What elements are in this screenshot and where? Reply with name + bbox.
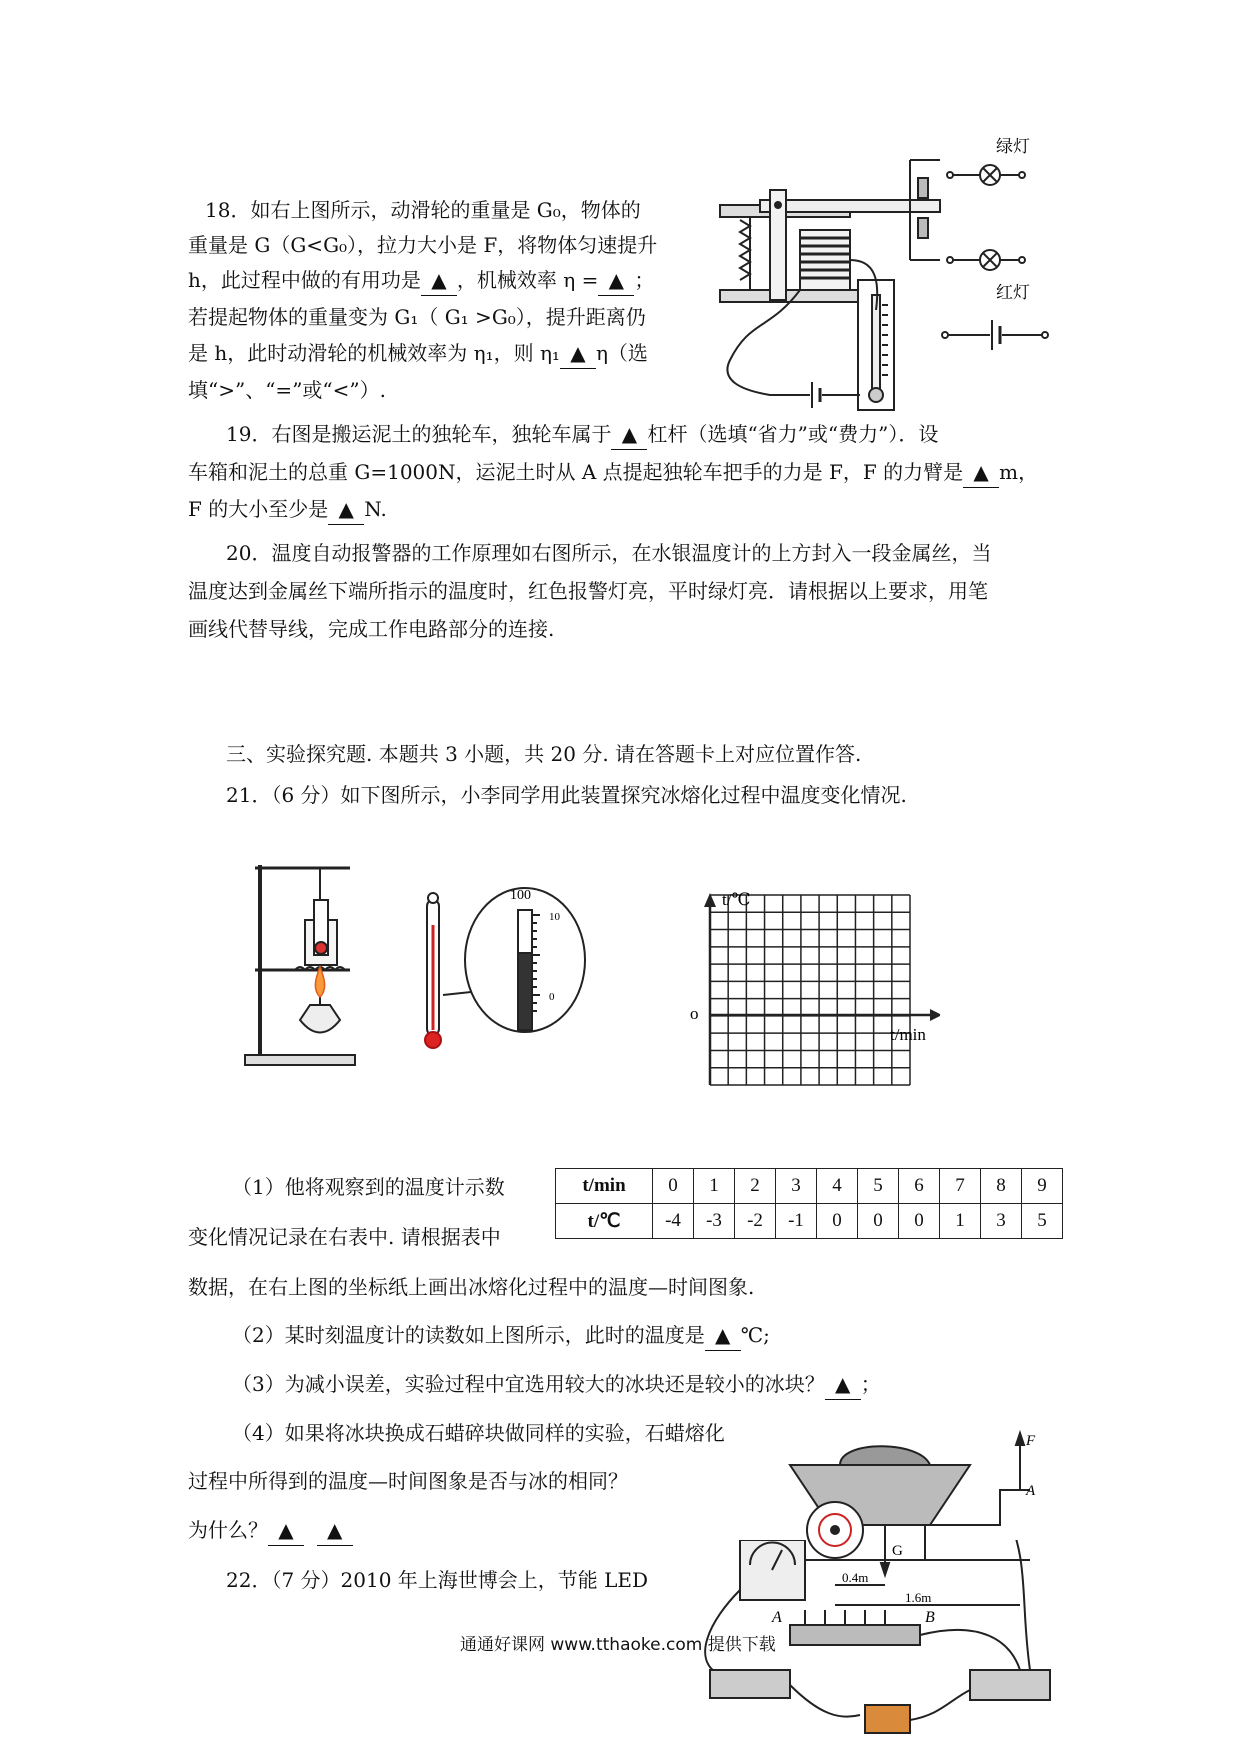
q18-line1: 18．如右上图所示，动滑轮的重量是 G₀，物体的 [205,198,641,222]
q18-text: η（选 [595,341,648,365]
table-cell: 0 [899,1204,940,1239]
q21-part1a: （1）他将观察到的温度计示数 [232,1175,505,1199]
scale-label-10: 10 [549,911,560,923]
q20-line3: 画线代替导线，完成工作电路部分的连接. [188,617,555,641]
q19-text: 车箱和泥土的总重 G=1000N，运泥土时从 A 点提起独轮车把手的力是 F，F 的力臂是 [188,460,964,484]
answer-blank: ▲ [421,265,457,296]
terminal-a-label: A [772,1609,782,1626]
table-cell: 0 [817,1204,858,1239]
red-lamp-label: 红灯 [996,283,1030,302]
table-cell: 4 [817,1169,858,1204]
distance-label-1: 0.4m [842,1570,869,1585]
table-cell: 0 [653,1169,694,1204]
q20-line1: 20．温度自动报警器的工作原理如右图所示，在水银温度计的上方封入一段金属丝，当 [226,541,992,565]
q21-text: 为什么？ [188,1518,268,1542]
force-label: F [1026,1433,1036,1449]
row-header: t/min [556,1169,653,1204]
q21-text: （2）某时刻温度计的读数如上图所示，此时的温度是 [232,1323,705,1347]
point-a-label: A [1026,1483,1036,1499]
answer-blank: ▲ [963,457,999,488]
terminal-b-label: B [925,1609,935,1626]
table-cell: 1 [940,1204,981,1239]
origin-label: o [690,1004,699,1023]
q21-part1b: 变化情况记录在右表中. 请根据表中 [188,1225,501,1249]
row-header: t/℃ [556,1204,653,1239]
scale-label-100: 100 [510,888,531,903]
q21-part4a: （4）如果将冰块换成石蜡碎块做同样的实验，石蜡熔化 [232,1421,725,1445]
answer-blank: ▲ [268,1515,304,1546]
q19-text: N. [364,497,387,521]
y-axis-label: t/℃ [722,890,751,909]
q21-part4b: 过程中所得到的温度—时间图象是否与冰的相同？ [188,1469,628,1493]
q18-text: 是 h，此时动滑轮的机械效率为 η₁，则 η₁ [188,341,560,365]
answer-blank: ▲ [317,1515,353,1546]
answer-blank: ▲ [825,1369,861,1400]
table-cell: 9 [1022,1169,1063,1204]
q21-intro: 21．（6 分）如下图所示，小李同学用此装置探究冰熔化过程中温度变化情况. [226,783,907,807]
thermometer-figure [415,885,590,1055]
table-cell: 2 [735,1169,776,1204]
q20-line2: 温度达到金属丝下端所指示的温度时，红色报警灯亮，平时绿灯亮．请根据以上要求，用笔 [188,579,988,603]
scale-label-0: 0 [549,991,555,1003]
table-cell: 3 [776,1169,817,1204]
weight-label: G [892,1543,903,1559]
x-axis-arrow-icon [930,1009,940,1021]
alarm-circuit-figure [700,130,1070,420]
led-board-icon [790,1625,920,1645]
section-3-heading: 三、实验探究题. 本题共 3 小题，共 20 分. 请在答题卡上对应位置作答. [226,742,862,766]
grid-lines [710,895,910,1085]
q18-text: h，此过程中做的有用功是 [188,268,421,292]
q21-part4c [188,1515,353,1546]
q19-text: 杠杆（选填“省力”或“费力”）．设 [647,422,939,446]
q21-part3 [232,1369,881,1400]
switch-icon [865,1705,910,1733]
battery-icon [710,1670,790,1698]
q18-line4: 若提起物体的重量变为 G₁（ G₁ >G₀），提升距离仍 [188,305,646,329]
answer-blank: ▲ [611,419,647,450]
distance-label-2: 1.6m [905,1590,932,1605]
q18-line6: 填“>”、“=”或“<”）. [188,378,386,402]
green-lamp-label: 绿灯 [996,137,1030,156]
table-cell: 5 [1022,1204,1063,1239]
q21-text: ； [860,1372,881,1396]
answer-blank: ▲ [560,338,596,369]
q19-text: F 的大小至少是 [188,497,329,521]
q18-text: ，机械效率 η = [456,268,599,292]
answer-blank: ▲ [598,265,634,296]
table-cell: 6 [899,1169,940,1204]
table-cell: -3 [694,1204,735,1239]
table-cell: 5 [858,1169,899,1204]
q19-text: m， [999,460,1039,484]
table-cell: -4 [653,1204,694,1239]
q22-intro: 22．（7 分）2010 年上海世博会上，节能 LED [226,1568,649,1592]
table-row [556,1169,1063,1204]
table-cell: 7 [940,1169,981,1204]
q18-line2: 重量是 G（G<G₀），拉力大小是 F，将物体匀速提升 [188,233,658,257]
table-cell: 1 [694,1169,735,1204]
table-cell: -2 [735,1204,776,1239]
page-footer: 通通好课网 www.tthaoke.com 提供下载 [460,1635,776,1655]
table-cell: 8 [981,1169,1022,1204]
q21-part1c: 数据，在右上图的坐标纸上画出冰熔化过程中的温度—时间图象. [188,1275,755,1299]
q21-part2 [232,1320,770,1351]
table-cell: 3 [981,1204,1022,1239]
table-cell: 0 [858,1204,899,1239]
q19-text: 19．右图是搬运泥土的独轮车，独轮车属于 [226,422,612,446]
answer-blank: ▲ [705,1320,741,1351]
rheostat-icon [970,1670,1050,1700]
temperature-time-grid [690,885,940,1095]
q21-text: ℃; [740,1323,770,1347]
q21-text: （3）为减小误差，实验过程中宜选用较大的冰块还是较小的冰块？ [232,1372,825,1396]
answer-blank: ▲ [328,494,364,525]
q19-line1 [226,419,938,450]
q19-line2 [188,457,1038,488]
q18-line3 [188,265,654,296]
q19-line3 [188,494,387,525]
x-axis-label: t/min [890,1025,926,1044]
data-table [555,1168,1063,1239]
heating-apparatus-figure [240,860,365,1070]
table-cell: -1 [776,1204,817,1239]
table-row [556,1204,1063,1239]
q18-text: ； [634,268,655,292]
q18-line5 [188,338,648,369]
